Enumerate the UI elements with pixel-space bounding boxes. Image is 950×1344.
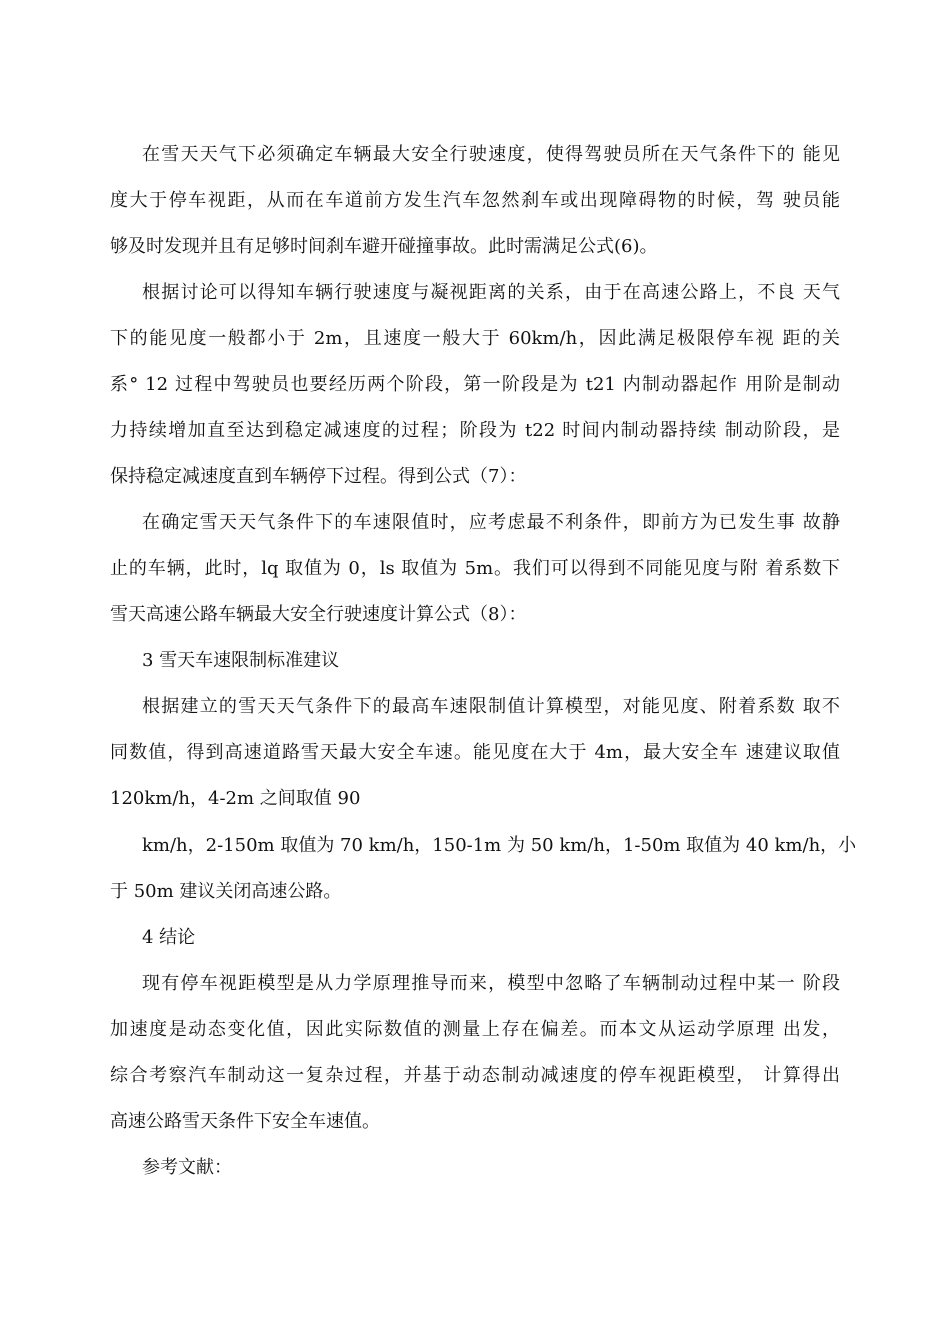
section-heading: 4 结论 [142,927,196,948]
section-heading: 3 雪天车速限制标准建议 [142,650,340,671]
text-line: 于 50m 建议关闭高速公路。 [110,881,342,902]
text-line: 度大于停车视距，从而在车道前方发生汽车忽然刹车或出现障碍物的时候，驾 驶员能 [110,190,840,211]
references-heading: 参考文献： [142,1157,232,1178]
text-line: 综合考察汽车制动这一复杂过程，并基于动态制动减速度的停车视距模型， 计算得出 [110,1065,840,1086]
text-line: 120km/h，4-2m 之间取值 90 [110,788,361,809]
text-line: 止的车辆，此时，lq 取值为 0，ls 取值为 5m。我们可以得到不同能见度与附 着系数下 [110,558,840,579]
text-line: 高速公路雪天条件下安全车速值。 [110,1111,380,1132]
text-line: 根据建立的雪天天气条件下的最高车速限制值计算模型，对能见度、附着系数 取不 [142,696,840,717]
text-line: 力持续增加直至达到稳定减速度的过程；阶段为 t22 时间内制动器持续 制动阶段，是 [110,420,840,441]
text-line: 雪天高速公路车辆最大安全行驶速度计算公式（8）： [110,604,527,625]
text-line: 系° 12 过程中驾驶员也要经历两个阶段，第一阶段是为 t21 内制动器起作 用阶是制动 [110,374,840,395]
text-line: 加速度是动态变化值，因此实际数值的测量上存在偏差。而本文从运动学原理 出发， [110,1019,840,1040]
text-line: 在雪天天气下必须确定车辆最大安全行驶速度，使得驾驶员所在天气条件下的 能见 [142,144,840,165]
text-line: 在确定雪天天气条件下的车速限值时，应考虑最不利条件，即前方为已发生事 故静 [142,512,840,533]
text-line: 够及时发现并且有足够时间刹车避开碰撞事故。此时需满足公式(6)。 [110,236,658,257]
text-line: 下的能见度一般都小于 2m，且速度一般大于 60km/h，因此满足极限停车视 距的关 [110,328,840,349]
text-line: km/h，2-150m 取值为 70 km/h，150-1m 为 50 km/h，1-50m 取值为 40 km/h，小 [142,835,857,856]
text-line: 保持稳定减速度直到车辆停下过程。得到公式（7）： [110,466,527,487]
text-line: 根据讨论可以得知车辆行驶速度与凝视距离的关系，由于在高速公路上，不良 天气 [142,282,840,303]
text-line: 同数值，得到高速道路雪天最大安全车速。能见度在大于 4m，最大安全车 速建议取值 [110,742,840,763]
text-line: 现有停车视距模型是从力学原理推导而来，模型中忽略了车辆制动过程中某一 阶段 [142,973,840,994]
